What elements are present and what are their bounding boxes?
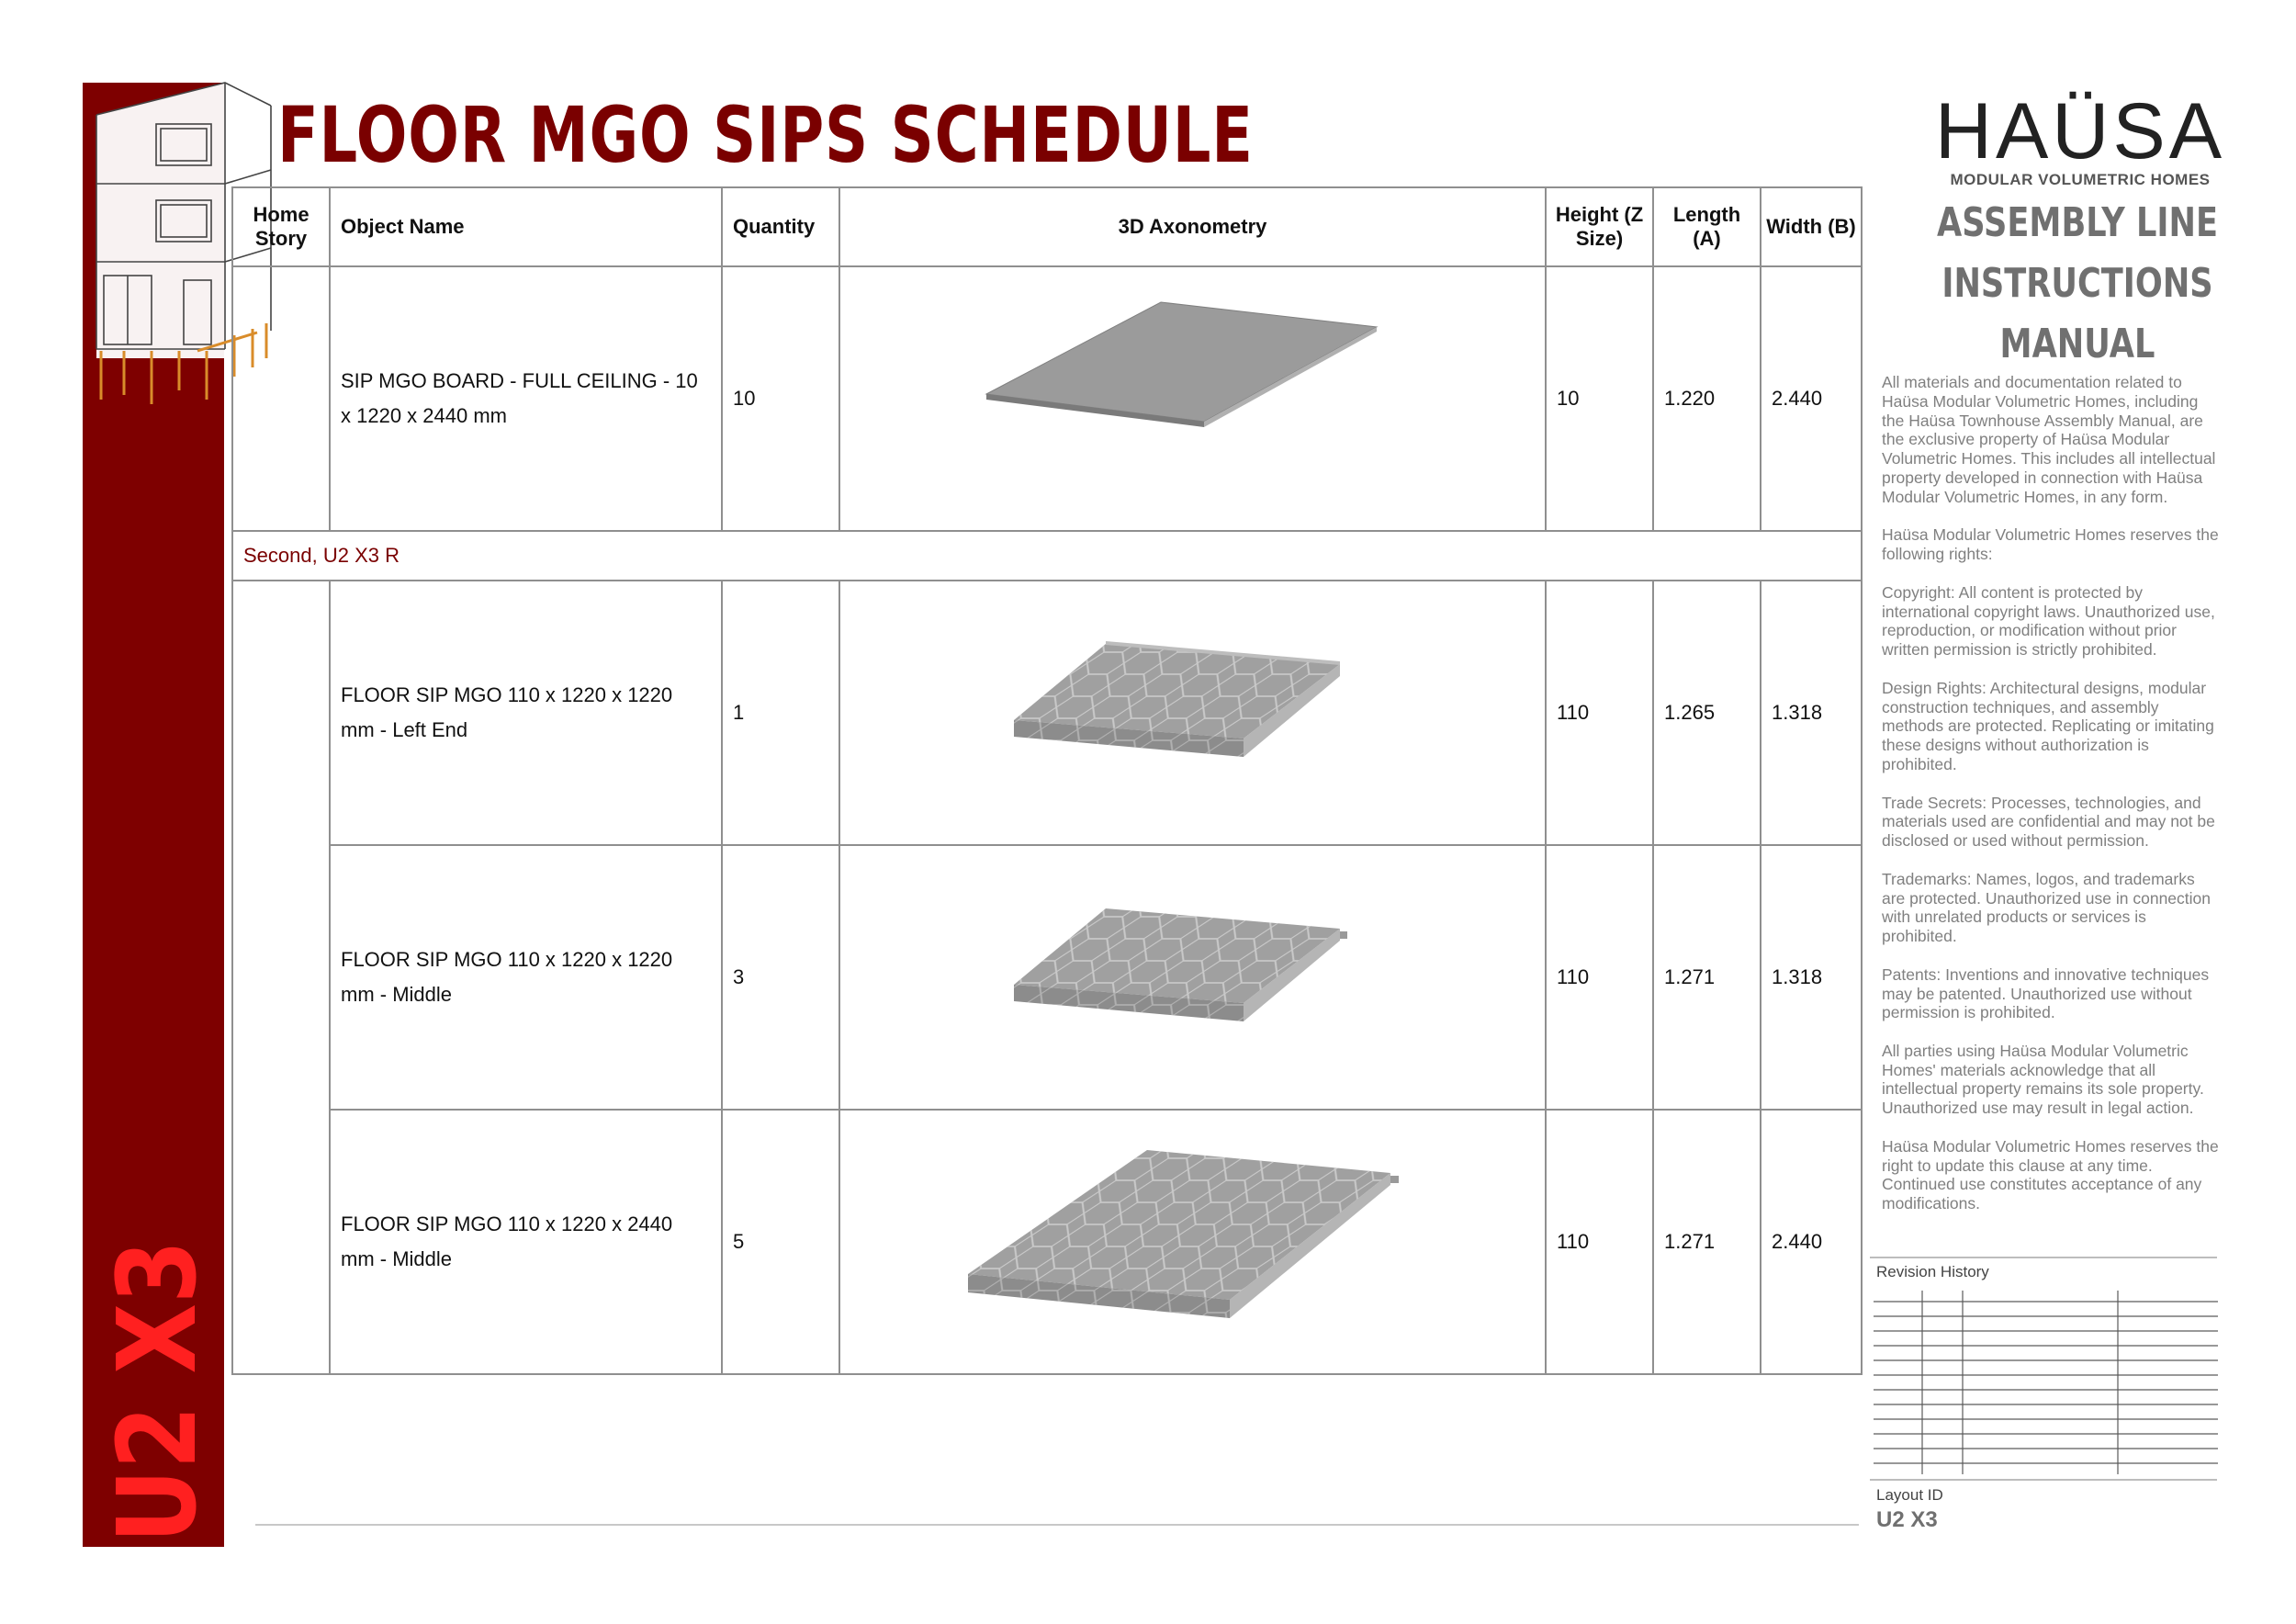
layout-id-label: Layout ID [1876, 1486, 1943, 1504]
schedule-table [231, 186, 1863, 1375]
home-story-cell [232, 581, 330, 1374]
object-name-cell: SIP MGO BOARD - FULL CEILING - 10 x 1220 x 2440 mm [330, 266, 722, 531]
flat-board-panel-image [963, 293, 1423, 504]
quantity-cell: 10 [722, 266, 839, 531]
divider [1870, 1479, 2217, 1481]
sip-long-middle-panel-image [954, 1136, 1432, 1348]
legal-paragraph: Design Rights: Architectural designs, modular construction techniques, and assembly methods are protected. Replicating or imitating these designs without authorization is prohibited. [1882, 678, 2214, 773]
sip-square-left-end-panel-image [1000, 630, 1386, 795]
footer-rule [255, 1524, 1859, 1526]
legal-paragraph: Trademarks: Names, logos, and trademarks are protected. Unauthorized use in connection with unrelated products or services is prohibited. [1882, 869, 2212, 946]
quantity-cell: 1 [722, 581, 839, 845]
header-quantity: Quantity [722, 187, 839, 266]
header-object-name: Object Name [330, 187, 722, 266]
legal-paragraph: Patents: Inventions and innovative techniques may be patented. Unauthorized use without permission is prohibited. [1882, 964, 2210, 1022]
height-cell: 110 [1546, 581, 1653, 845]
legal-paragraph: Haüsa Modular Volumetric Homes reserves the following rights: [1882, 525, 2219, 564]
width-cell: 2.440 [1761, 1110, 1862, 1374]
table-row [232, 266, 1862, 531]
group-row [232, 531, 1862, 581]
divider [1870, 1257, 2217, 1258]
length-cell: 1.271 [1653, 1110, 1761, 1374]
axonometry-cell [839, 1110, 1546, 1374]
legal-paragraph: Copyright: All content is protected by international copyright laws. Unauthorized use, reproduction, or modification without prior written permission is strictly prohibited. [1882, 582, 2215, 660]
manual-heading-line: MANUAL [1999, 321, 2155, 367]
legal-paragraph: Haüsa Modular Volumetric Homes reserves the right to update this clause at any time. Continued use constitutes acceptance of any modifications. [1882, 1136, 2219, 1213]
quantity-cell: 5 [722, 1110, 839, 1374]
width-cell: 1.318 [1761, 845, 1862, 1110]
width-cell: 2.440 [1761, 266, 1862, 531]
width-cell: 1.318 [1761, 581, 1862, 845]
revision-history-grid [1874, 1291, 2218, 1474]
legal-paragraph: All materials and documentation related to Haüsa Modular Volumetric Homes, including the Haüsa Townhouse Assembly Manual, are the exclusive property of Haüsa Modular Volumetric Homes. This includes all intellectual property developed in connection with Haüsa Modular Volumetric Homes, in any form. [1882, 373, 2216, 506]
table-row [232, 845, 1862, 1110]
legal-notice [1882, 373, 2220, 1233]
group-label: Second, U2 X3 R [232, 531, 1862, 581]
legal-paragraph: Trade Secrets: Processes, technologies, and materials used are confidential and may not be disclosed or used without permission. [1882, 793, 2215, 851]
quantity-cell: 3 [722, 845, 839, 1110]
object-name-cell: FLOOR SIP MGO 110 x 1220 x 1220 mm - Left End [330, 581, 722, 845]
axonometry-cell [839, 845, 1546, 1110]
sidebar-code [94, 1182, 220, 1548]
length-cell: 1.271 [1653, 845, 1761, 1110]
axonometry-cell [839, 581, 1546, 845]
header-height: Height (Z Size) [1546, 187, 1653, 266]
table-header-row [232, 187, 1862, 266]
header-width: Width (B) [1761, 187, 1862, 266]
manual-heading [1930, 193, 2224, 375]
table-row [232, 1110, 1862, 1374]
brand-tagline: MODULAR VOLUMETRIC HOMES [1950, 171, 2211, 188]
page-title: FLOOR MGO SIPS SCHEDULE [277, 90, 1254, 180]
header-axonometry: 3D Axonometry [839, 187, 1546, 266]
length-cell: 1.220 [1653, 266, 1761, 531]
table-row [232, 581, 1862, 845]
legal-paragraph: All parties using Haüsa Modular Volumetric Homes' materials acknowledge that all intellectual property remains its sole property. Unauthorized use may result in legal action. [1882, 1041, 2204, 1118]
height-cell: 10 [1546, 266, 1653, 531]
height-cell: 110 [1546, 1110, 1653, 1374]
object-name-cell: FLOOR SIP MGO 110 x 1220 x 1220 mm - Middle [330, 845, 722, 1110]
height-cell: 110 [1546, 845, 1653, 1110]
manual-heading-line: ASSEMBLY LINE [1937, 199, 2218, 246]
object-name-cell: FLOOR SIP MGO 110 x 1220 x 2440 mm - Middle [330, 1110, 722, 1374]
sip-square-middle-panel-image [1000, 895, 1386, 1060]
length-cell: 1.265 [1653, 581, 1761, 845]
brand-logo: HAÜSA [1934, 87, 2226, 175]
home-story-cell [232, 266, 330, 531]
sidebar-code-text: U2 X3 [94, 1182, 220, 1543]
layout-id-value: U2 X3 [1876, 1507, 1938, 1532]
header-home-story: Home Story [232, 187, 330, 266]
header-length: Length (A) [1653, 187, 1761, 266]
axonometry-cell [839, 266, 1546, 531]
manual-heading-line: INSTRUCTIONS [1941, 260, 2213, 307]
revision-history-title: Revision History [1876, 1263, 1989, 1280]
